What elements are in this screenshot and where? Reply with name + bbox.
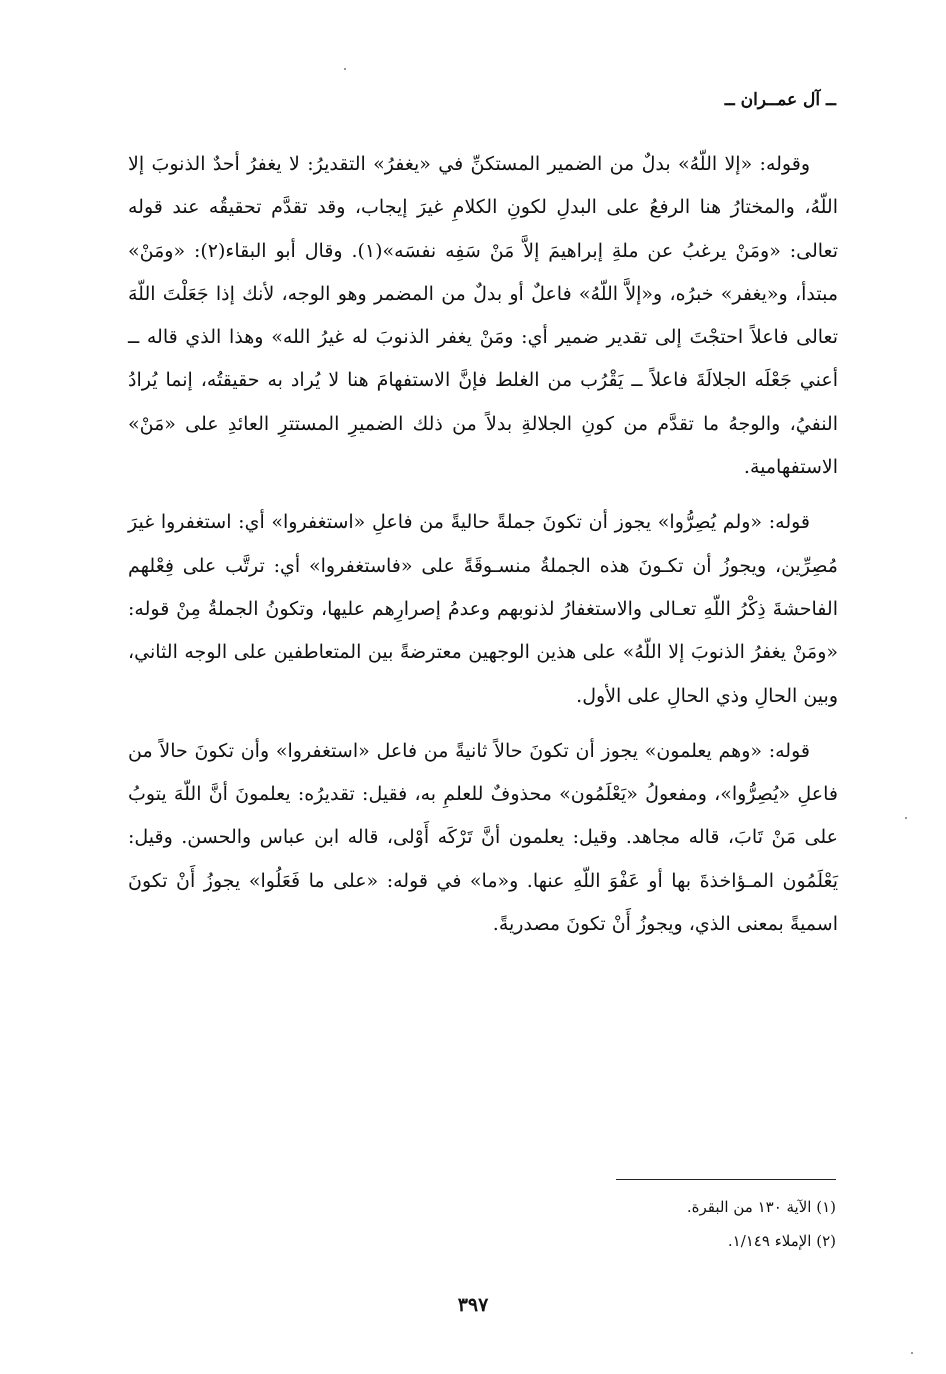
paragraph: قوله: «ولم يُصِرُّوا» يجوز أن تكونَ جملةً حاليةً من فاعلِ «استغفروا» أي: استغفروا غيرَ مُصِرِّين، ويجوزُ أن تكـونَ هذه الجملةُ منسـوقَةً على «فاستغفروا» أي: ترتَّب على فِعْلهم الفاحشةَ ذِكْرُ اللّهِ تعـالى والاستغفارُ لذنوبهم وعدمُ إصرارِهم عليها، وتكونُ الجملةُ مِنْ قوله: «ومَنْ يغفرُ الذنوبَ إلا اللّهُ» على هذين الوجهين معترضةً بين المتعاطفين على الوجه الثاني، وبين الحالِ وذي الحالِ على الأول. [128,511,838,707]
scan-speck [344,68,346,70]
main-text [128,143,838,946]
paragraph: قوله: «وهم يعلمون» يجوز أن تكونَ حالاً ثانيةً من فاعل «استغفروا» وأن تكونَ حالاً من فاعلِ «يُصِرُّوا»، ومفعولُ «يَعْلَمُون» محذوفٌ للعلمِ به، فقيل: تقديرُه: يعلمونَ أنَّ اللّهَ يتوبُ على مَنْ تَابَ، قاله مجاهد. وقيل: يعلمون أنَّ تَرْكَه أَوْلى، قاله ابن عباس والحسن. وقيل: يَعْلَمُون المـؤاخذةَ بها أو عَفْوَ اللّهِ عنها. و«ما» في قوله: «على ما فَعَلُوا» يجوزُ أَنْ تكونَ اسميةً بمعنى الذي، ويجوزُ أَنْ تكونَ مصدريةً. [128,739,838,936]
footnote: (٢) الإملاء ١/١٤٩. [727,1232,836,1250]
running-header: ــ آل عمــران ــ [724,90,836,110]
footnote: (١) الآية ١٣٠ من البقرة. [686,1198,836,1216]
footnote-divider [616,1179,836,1180]
scan-speck [911,1352,913,1354]
scan-speck [905,817,907,819]
page-number: ٣٩٧ [457,1294,489,1316]
footnotes [436,1190,836,1258]
paragraph: وقوله: «إلا اللّهُ» بدلٌ من الضمير المستكنِّ في «يغفرُ» التقديرُ: لا يغفرُ أحدٌ الذنوبَ إلا اللّهُ، والمختارُ هنا الرفعُ على البدلِ لكونِ الكلامِ غيرَ إيجاب، وقد تقدَّم تحقيقُه عند قوله تعالى: «ومَنْ يرغبُ عن ملةِ إبراهيمَ إلاَّ مَنْ سَفِه نفسَه»(١). وقال أبو البقاء(٢): «ومَنْ» مبتدأ، و«يغفر» خبرُه، و«إلاَّ اللّهُ» فاعلٌ أو بدلٌ من المضمر وهو الوجه، لأنك إذا جَعَلْتَ اللّهَ تعالى فاعلاً احتجْتَ إلى تقدير ضمير أي: ومَنْ يغفر الذنوبَ له غيرُ الله» وهذا الذي قاله ــ أعني جَعْلَه الجلالَةَ فاعلاً ــ يَقْرُب من الغلط فإنَّ الاستفهامَ هنا لا يُراد به حقيقتُه، إنما يُرادُ النفيُ، والوجهُ ما تقدَّم من كونِ الجلالةِ بدلاً من ذلك الضميرِ المستترِ العائدِ على «مَنْ» الاستفهامية. [128,153,838,479]
